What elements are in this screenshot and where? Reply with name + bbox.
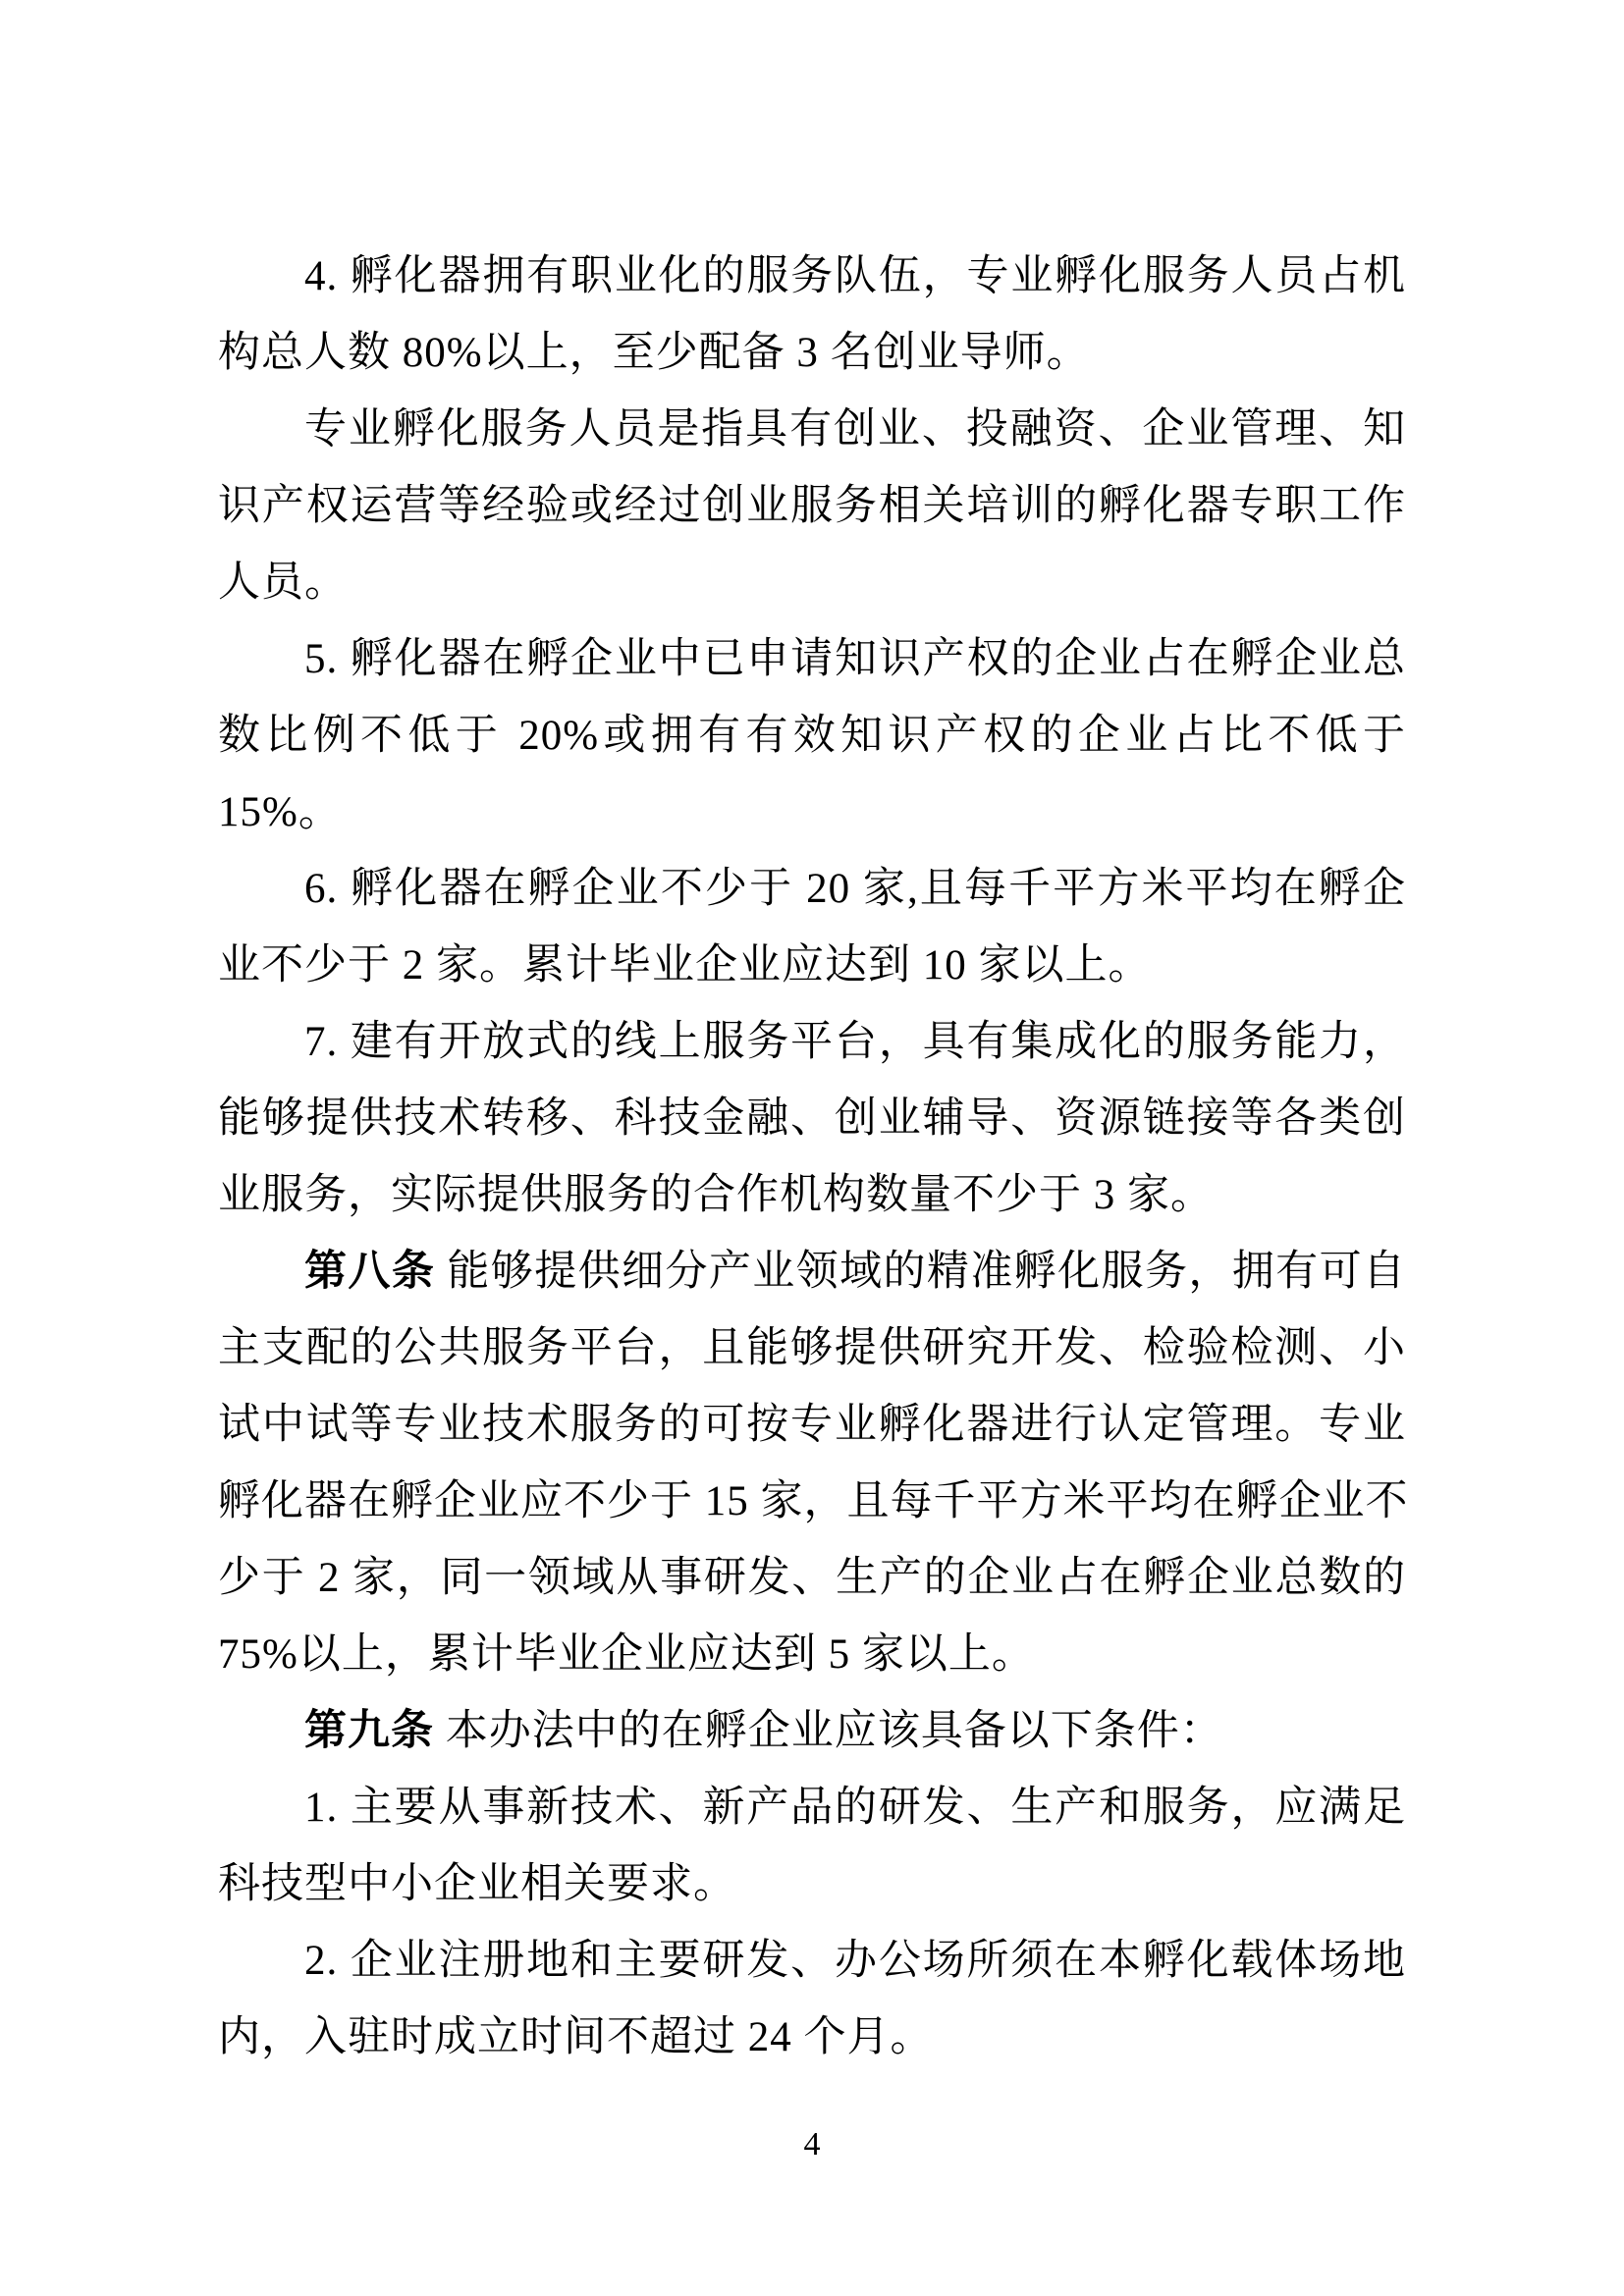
paragraph bbox=[218, 1693, 1406, 1770]
text-segment: 构总人数 80%以上，至少配备 3 名创业导师。 bbox=[218, 330, 1090, 376]
text-line bbox=[218, 239, 1406, 315]
text-segment: 75%以上，累计毕业企业应达到 5 家以上。 bbox=[218, 1631, 1035, 1678]
text-segment: 5. 孵化器在孵企业中已申请知识产权的企业占在孵企业总 bbox=[304, 636, 1406, 682]
text-line bbox=[218, 1540, 1406, 1617]
text-line bbox=[218, 1846, 1406, 1923]
text-segment: 本办法中的在孵企业应该具备以下条件： bbox=[434, 1708, 1223, 1754]
text-segment: 专业孵化服务人员是指具有创业、投融资、企业管理、知 bbox=[304, 406, 1406, 453]
paragraph bbox=[218, 239, 1406, 392]
text-segment: 能够提供细分产业领域的精准孵化服务，拥有可自 bbox=[435, 1249, 1407, 1295]
text-segment: 孵化器在孵企业应不少于 15 家，且每千平方米平均在孵企业不 bbox=[218, 1478, 1409, 1524]
text-line bbox=[218, 1310, 1406, 1387]
text-segment: 2. 企业注册地和主要研发、办公场所须在本孵化载体场地 bbox=[304, 1938, 1406, 1984]
paragraph bbox=[218, 1234, 1409, 1693]
text-line bbox=[218, 1081, 1406, 1157]
text-segment: 4. 孵化器拥有职业化的服务队伍，专业孵化服务人员占机 bbox=[304, 253, 1406, 299]
article-number: 第九条 bbox=[304, 1708, 434, 1754]
paragraph bbox=[218, 1770, 1406, 1923]
text-line bbox=[218, 621, 1406, 698]
text-segment: 内，入驻时成立时间不超过 24 个月。 bbox=[218, 2014, 934, 2060]
text-line bbox=[218, 1770, 1406, 1846]
text-line bbox=[218, 315, 1406, 392]
text-line bbox=[218, 468, 1406, 545]
text-line bbox=[218, 1693, 1406, 1770]
paragraph bbox=[218, 621, 1406, 851]
text-line bbox=[218, 1004, 1406, 1081]
paragraph bbox=[218, 392, 1406, 621]
article-number: 第八条 bbox=[304, 1249, 436, 1295]
text-segment: 业不少于 2 家。累计毕业企业应达到 10 家以上。 bbox=[218, 942, 1152, 988]
text-segment: 数比例不低于 20%或拥有有效知识产权的企业占比不低于 bbox=[218, 713, 1406, 759]
paragraph bbox=[218, 1004, 1406, 1234]
text-line bbox=[218, 1387, 1406, 1464]
text-line bbox=[218, 851, 1406, 928]
text-line bbox=[218, 1157, 1406, 1234]
text-segment: 能够提供技术转移、科技金融、创业辅导、资源链接等各类创 bbox=[218, 1095, 1406, 1142]
paragraph bbox=[218, 1923, 1406, 2076]
text-segment: 人员。 bbox=[218, 560, 348, 606]
text-line bbox=[218, 774, 1406, 851]
text-line bbox=[218, 1617, 1406, 1693]
text-line bbox=[218, 1234, 1406, 1310]
document-body bbox=[218, 239, 1409, 2076]
text-line bbox=[218, 392, 1406, 468]
text-line bbox=[218, 1464, 1409, 1540]
text-segment: 试中试等专业技术服务的可按专业孵化器进行认定管理。专业 bbox=[218, 1402, 1406, 1448]
paragraph bbox=[218, 851, 1406, 1004]
text-segment: 15%。 bbox=[218, 789, 342, 835]
text-line bbox=[218, 2000, 1406, 2076]
text-line bbox=[218, 698, 1406, 774]
text-line bbox=[218, 928, 1406, 1004]
text-segment: 7. 建有开放式的线上服务平台，具有集成化的服务能力， bbox=[304, 1019, 1406, 1065]
text-line bbox=[218, 1923, 1406, 2000]
page-number: 4 bbox=[803, 2126, 821, 2163]
text-segment: 少于 2 家，同一领域从事研发、生产的企业占在孵企业总数的 bbox=[218, 1555, 1406, 1601]
text-segment: 6. 孵化器在孵企业不少于 20 家,且每千平方米平均在孵企 bbox=[304, 866, 1406, 912]
text-segment: 业服务，实际提供服务的合作机构数量不少于 3 家。 bbox=[218, 1172, 1214, 1218]
text-segment: 识产权运营等经验或经过创业服务相关培训的孵化器专职工作 bbox=[218, 483, 1406, 529]
text-segment: 科技型中小企业相关要求。 bbox=[218, 1861, 736, 1907]
text-line bbox=[218, 545, 1406, 621]
text-segment: 主支配的公共服务平台，且能够提供研究开发、检验检测、小 bbox=[218, 1325, 1406, 1371]
text-segment: 1. 主要从事新技术、新产品的研发、生产和服务，应满足 bbox=[304, 1785, 1406, 1831]
